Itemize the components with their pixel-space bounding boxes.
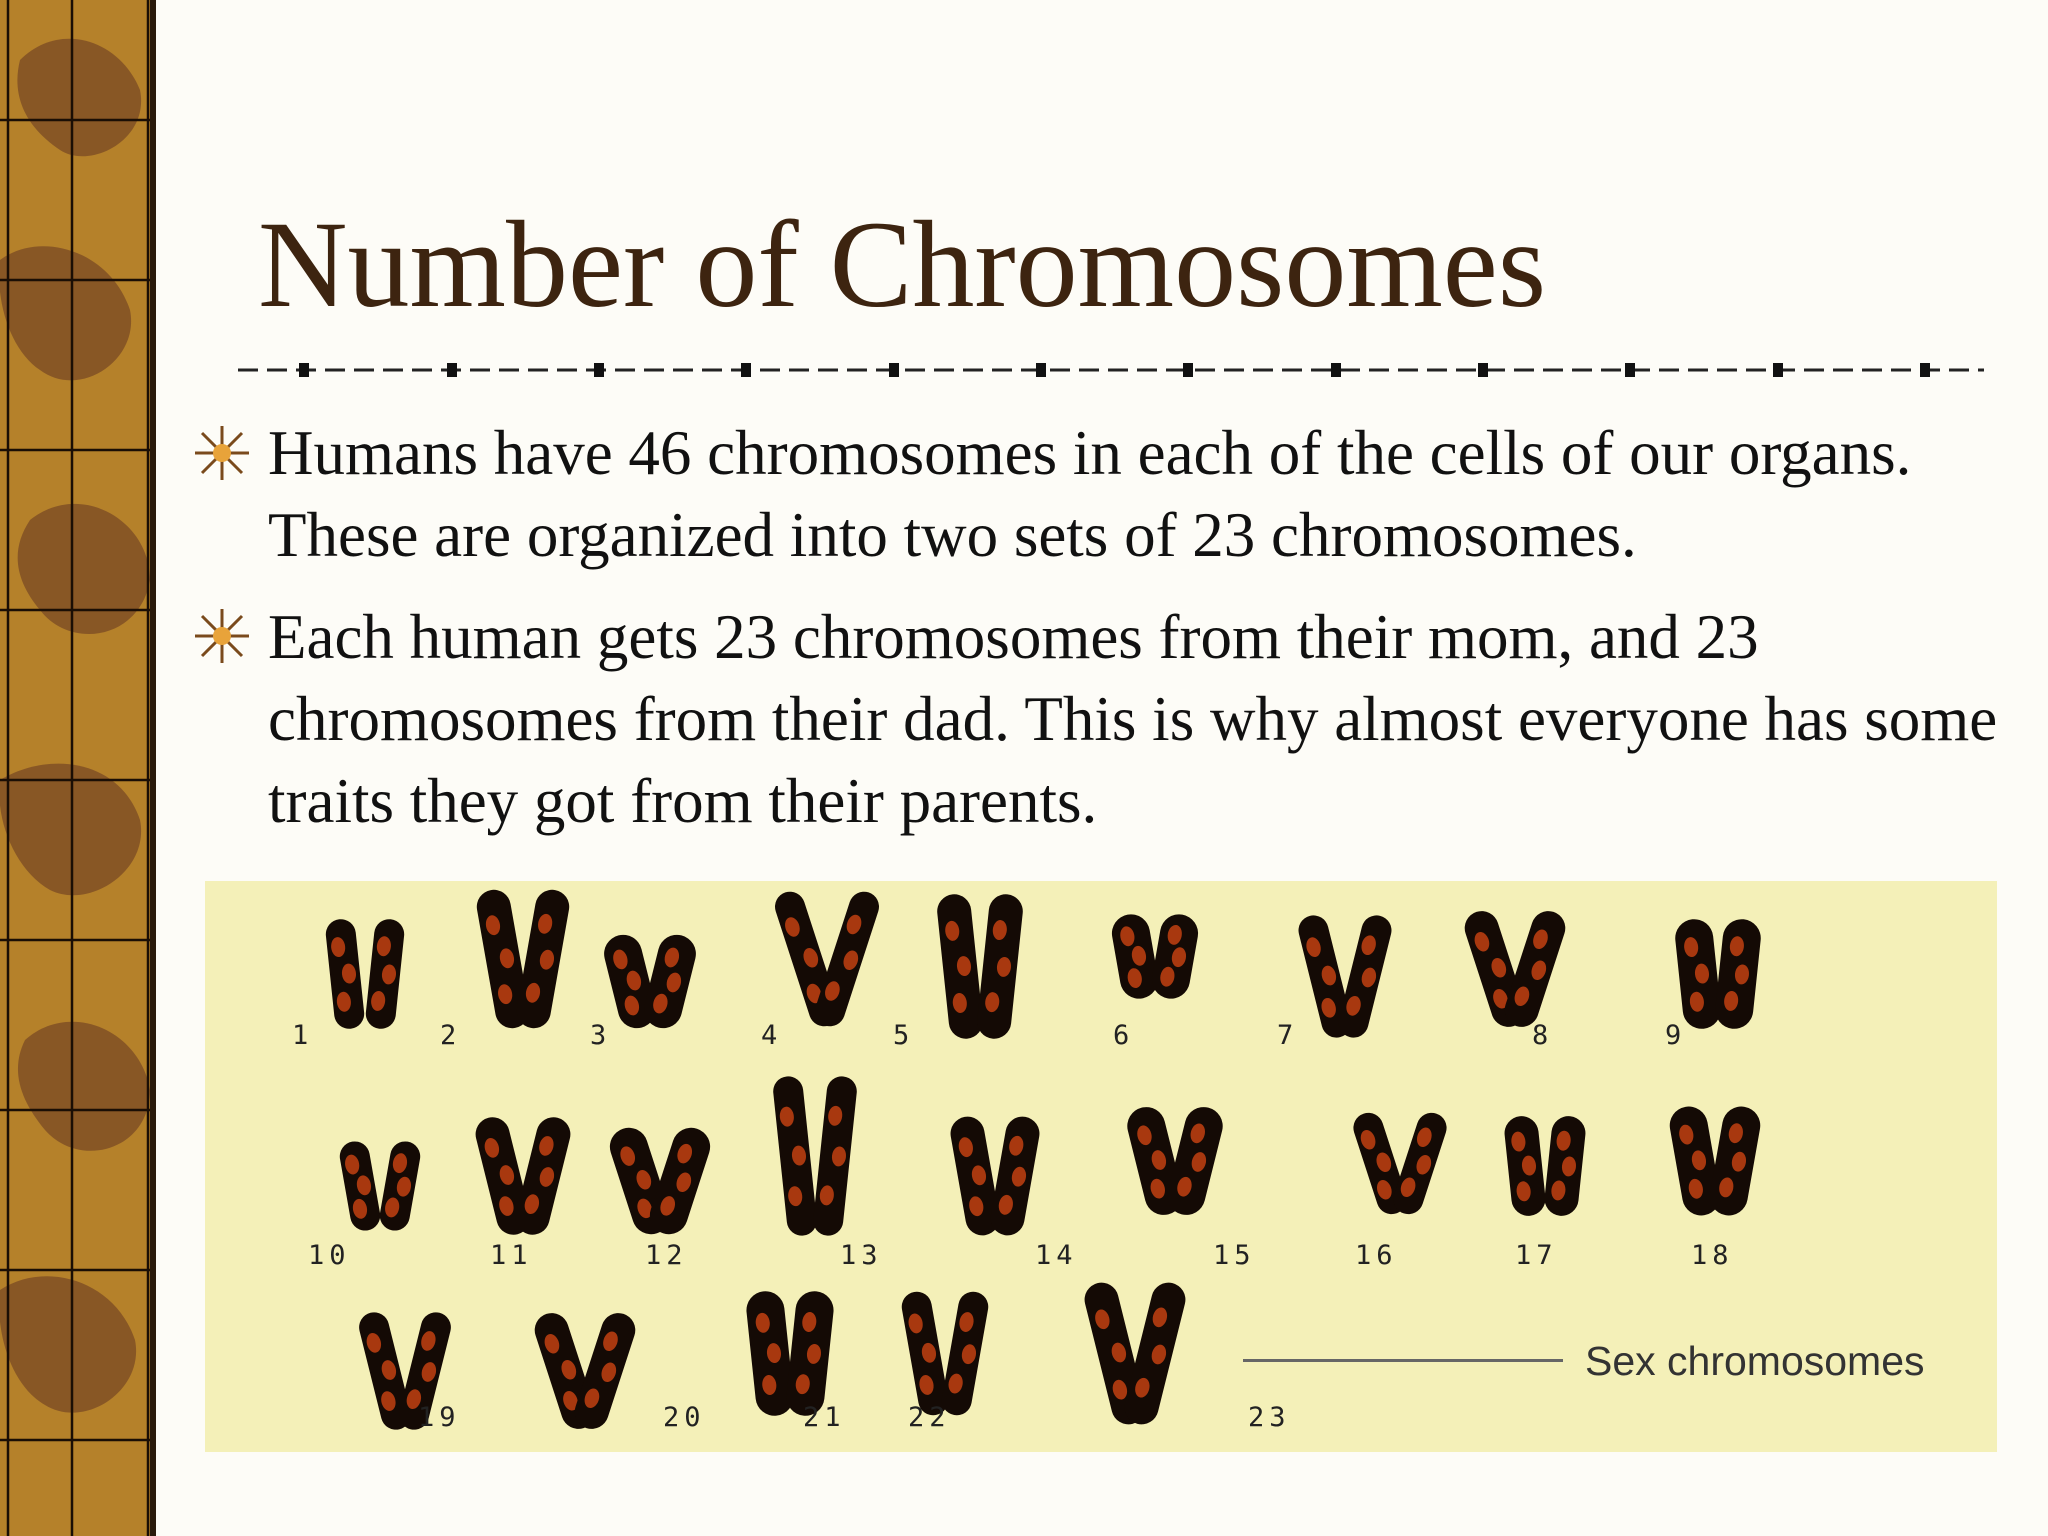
chromosome-pair-22 [899, 1289, 990, 1417]
chromosome-number-23: 23 [1248, 1402, 1291, 1433]
title-divider [238, 358, 1984, 382]
chromosome-pair-17 [1503, 1114, 1587, 1217]
chromosome-pair-3 [600, 931, 700, 1032]
chromosome-pair-21 [745, 1289, 836, 1417]
chromosome-pair-12 [605, 1123, 715, 1239]
chromosome-number-7: 7 [1277, 1020, 1299, 1051]
bullet-text-2: Each human gets 23 chromosomes from their mom, and 23 chromosomes from their dad. This is why almost everyone has some traits they got from their parents. [268, 602, 1998, 836]
chromosome-number-15: 15 [1213, 1240, 1256, 1271]
chromosome-number-2: 2 [440, 1020, 462, 1051]
chromosome-pair-14 [948, 1114, 1042, 1238]
chromosome-number-20: 20 [663, 1402, 706, 1433]
star-bullet-icon [193, 424, 251, 482]
chromosome-number-17: 17 [1515, 1240, 1558, 1271]
chromosome-number-9: 9 [1665, 1020, 1687, 1051]
chromosome-pair-11 [472, 1114, 574, 1239]
chromosome-number-4: 4 [761, 1020, 783, 1051]
chromosome-number-13: 13 [840, 1240, 883, 1271]
sex-chromosomes-label: Sex chromosomes [1585, 1338, 1925, 1384]
chromosome-pair-1 [324, 918, 405, 1031]
chromosome-number-6: 6 [1113, 1020, 1135, 1051]
karyotype-image [205, 881, 1997, 1452]
chromosome-number-3: 3 [590, 1020, 612, 1051]
chromosome-pair-5 [936, 893, 1025, 1041]
slide-title: Number of Chromosomes [258, 196, 1547, 333]
bullet-text-1: Humans have 46 chromosomes in each of the cells of our organs. These are organized into two sets of 23 chromosomes. [268, 418, 1912, 570]
chromosome-pair-13 [772, 1075, 859, 1237]
star-bullet-icon [193, 607, 251, 665]
chromosome-pair-23 [1081, 1279, 1189, 1428]
chromosome-number-16: 16 [1355, 1240, 1398, 1271]
chromosome-number-22: 22 [908, 1402, 951, 1433]
chromosome-pair-6 [1109, 911, 1201, 1001]
chromosome-number-12: 12 [645, 1240, 688, 1271]
chromosome-number-8: 8 [1532, 1020, 1554, 1051]
chromosome-pair-18 [1667, 1104, 1764, 1219]
chromosome-number-21: 21 [803, 1402, 846, 1433]
chromosome-number-5: 5 [893, 1020, 915, 1051]
chromosome-pair-7 [1295, 912, 1394, 1041]
chromosome-pair-16 [1350, 1109, 1451, 1218]
chromosome-pair-4 [771, 888, 883, 1030]
chromosome-pair-10 [337, 1139, 422, 1233]
sex-chromosome-pointer-line [1243, 1359, 1563, 1362]
chromosome-number-11: 11 [490, 1240, 533, 1271]
chromosome-number-1: 1 [292, 1020, 314, 1051]
chromosome-number-14: 14 [1035, 1240, 1078, 1271]
chromosome-pair-2 [474, 887, 572, 1031]
decorative-side-strip [0, 0, 156, 1536]
chromosome-pair-15 [1123, 1103, 1226, 1219]
chromosome-pair-8 [1460, 907, 1569, 1032]
chromosome-number-19: 19 [418, 1402, 461, 1433]
chromosome-pair-20 [530, 1309, 639, 1434]
chromosome-number-18: 18 [1691, 1240, 1734, 1271]
chromosome-number-10: 10 [308, 1240, 351, 1271]
chromosome-pair-9 [1673, 917, 1762, 1030]
